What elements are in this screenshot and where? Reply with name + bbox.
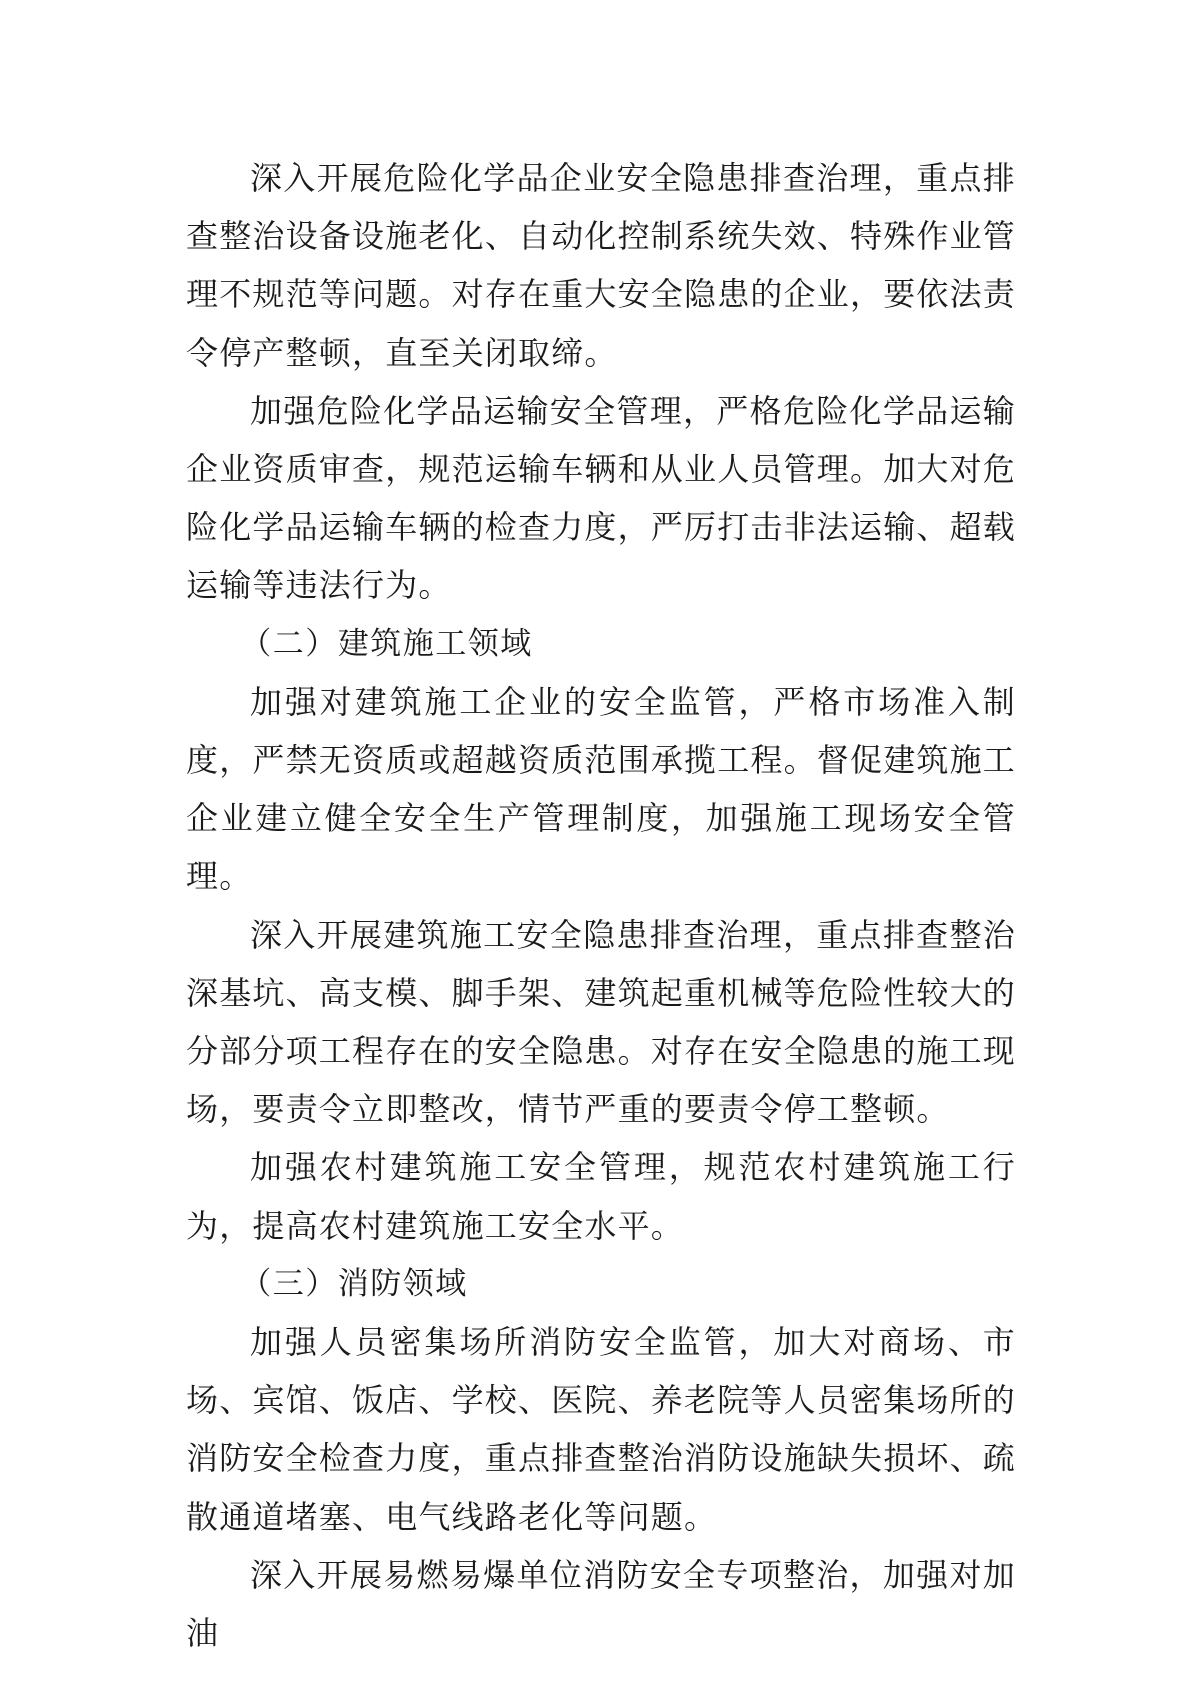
section-heading-fire: （三）消防领域: [240, 1265, 468, 1302]
section-heading-construction: （二）建筑施工领域: [240, 625, 533, 662]
paragraph-hazchem-transport: 加强危险化学品运输安全管理，严格危险化学品运输企业资质审查，规范运输车辆和从业人员管理。加大对危险化学品运输车辆的检查力度，严厉打击非法运输、超载运输等违法行为。: [186, 391, 1017, 605]
document-body: [186, 149, 1016, 1662]
paragraph-construction-supervision: 加强对建筑施工企业的安全监管，严格市场准入制度，严禁无资质或超越资质范围承揽工程。督促建筑施工企业建立健全安全生产管理制度，加强施工现场安全管理。: [186, 682, 1017, 896]
paragraph-crowded-places: 加强人员密集场所消防安全监管，加大对商场、市场、宾馆、饭店、学校、医院、养老院等人员密集场所的消防安全检查力度，重点排查整治消防设施缺失损坏、疏散通道堵塞、电气线路老化等问题。: [186, 1323, 1017, 1536]
paragraph-rural-construction: 加强农村建筑施工安全管理，规范农村建筑施工行为，提高农村建筑施工安全水平。: [186, 1148, 1016, 1245]
paragraph-hazchem-inspection: 深入开展危险化学品企业安全隐患排查治理，重点排查整治设备设施老化、自动化控制系统失效、特殊作业管理不规范等问题。对存在重大安全隐患的企业，要依法责令停产整顿，直至关闭取缔。: [186, 159, 1017, 372]
paragraph-construction-inspection: 深入开展建筑施工安全隐患排查治理，重点排查整治深基坑、高支模、脚手架、建筑起重机械等危险性较大的分部分项工程存在的安全隐患。对存在安全隐患的施工现场，要责令立即整改，情节严重的要责令停工整顿。: [186, 915, 1017, 1129]
paragraph-flammable-units: 深入开展易燃易爆单位消防安全专项整治，加强对加油: [186, 1555, 1016, 1653]
